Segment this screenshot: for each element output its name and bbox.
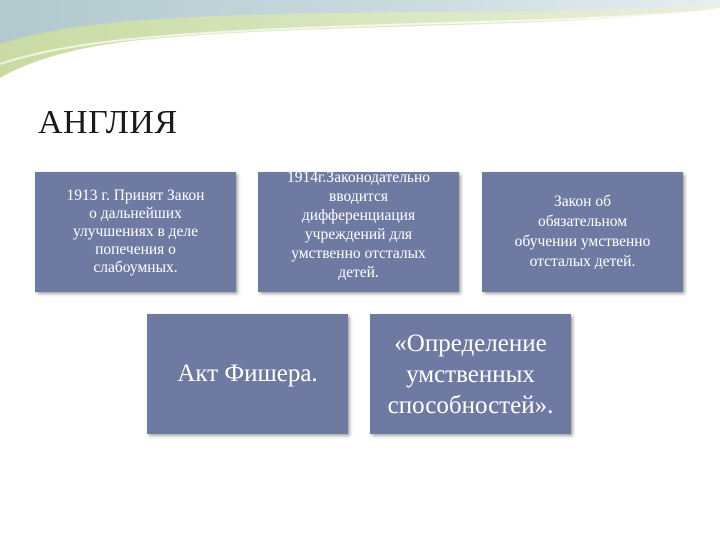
mental-abilities-box xyxy=(370,314,571,434)
slide-title: АНГЛИЯ xyxy=(38,104,178,141)
law-1914-box xyxy=(258,172,459,292)
law-1913-text: 1913 г. Принят Закон о дальнейших улучшениях в деле попечения о слабоумных. xyxy=(66,187,205,276)
mental-abilities-text: «Определение умственных способностей». xyxy=(387,329,554,419)
law-1914-text: 1914г.Законодательно вводится дифференциация учреждений для умственно отсталых детей. xyxy=(286,172,431,281)
compulsory-education-law-text: Закон об обязательном обучении умственно отсталых детей. xyxy=(514,193,651,270)
fisher-act-box xyxy=(147,314,348,434)
fisher-act-text: Акт Фишера. xyxy=(177,360,318,387)
compulsory-education-law-box xyxy=(482,172,683,292)
header-swoosh-decoration xyxy=(0,0,720,90)
law-1913-box xyxy=(35,172,236,292)
